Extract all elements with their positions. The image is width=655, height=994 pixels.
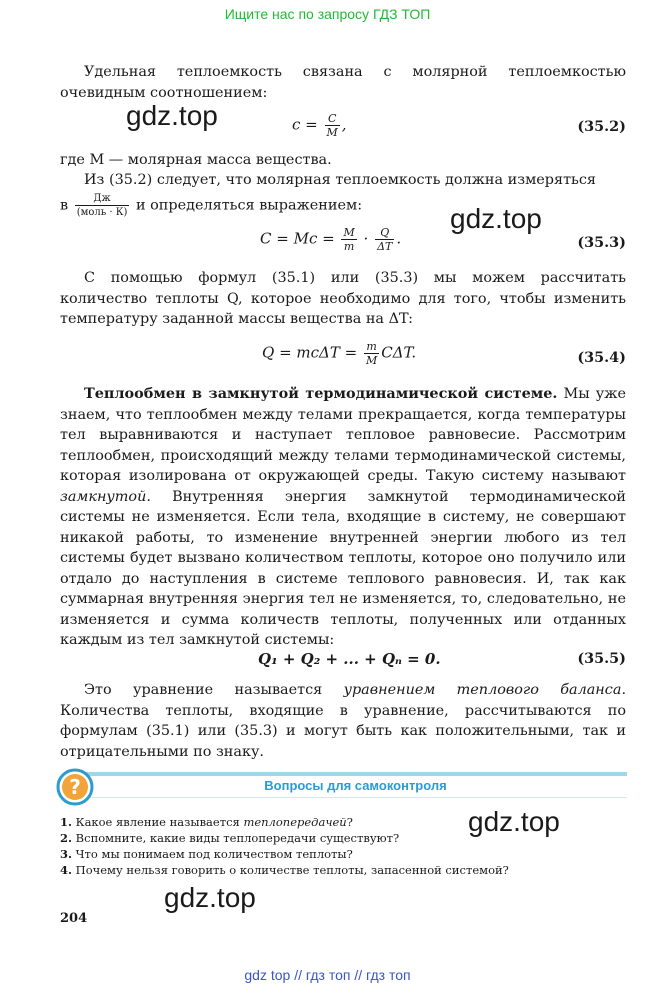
question-3: [60, 846, 626, 862]
question-3-number: 3.: [60, 847, 73, 861]
question-icon: [56, 768, 94, 806]
paragraph-2: где M — молярная масса вещества.: [60, 152, 332, 168]
question-1-italic: теплопередачей: [243, 815, 347, 829]
unit-numerator: Дж: [75, 192, 130, 206]
page-number: 204: [60, 911, 88, 926]
question-3-text: Что мы понимаем под количеством теплоты?: [75, 847, 353, 861]
paragraph-4: С помощью формул (35.1) или (35.3) мы можем рассчитать количество теплоты Q, которое необходимо для того, чтобы изменить температуру заданной массы вещества на ΔT:: [60, 270, 626, 327]
p5-text-1: Мы уже знаем, что теплообмен между телами прекращается, когда температуры тел выравниваются и наступает тепловое равновесие. Рассмотрим теплообмен, происходящий между телами термодинамической системы, которая изолирована от окружающей среды. Такую систему называют: [60, 386, 626, 484]
question-1: [60, 814, 626, 830]
watermark-1: gdz.top: [126, 100, 218, 131]
equation-number-35-5: (35.5): [577, 650, 626, 667]
eq2-fraction-1: [341, 226, 356, 253]
p5-text-2: . Внутренняя энергия замкнутой термодинамической системы не изменяется. Если тела, входящие в систему, не совершают никакой работы, то изменение внутренней энергии любого из тел системы будет вызвано количеством теплоты, которое оно получило или отдало до наступления в системе теплового равновесия. И, так как суммарная внутренняя энергия тел не изменяется, то, следовательно, не изменяется и сумма количеств теплоты, полученных или отданных каждым из тел замкнутой системы:: [60, 488, 626, 648]
eq2-f2-numerator: Q: [375, 226, 394, 240]
eq1-fraction: [325, 112, 340, 139]
questions-divider-thin: [84, 797, 627, 798]
bottom-banner: gdz top // гдз топ // гдз топ: [244, 967, 411, 983]
eq2-lhs: C = Mc =: [260, 229, 335, 248]
eq1-numerator: C: [325, 112, 340, 126]
equation-number-35-3: (35.3): [577, 234, 626, 251]
top-banner: Ищите нас по запросу ГДЗ ТОП: [224, 6, 431, 22]
eq2-tail: .: [396, 229, 402, 248]
equation-number-35-2: (35.2): [577, 118, 626, 135]
p6-italic: уравнением теплового баланса: [343, 682, 622, 698]
equation-35-3: [260, 226, 401, 253]
paragraph-5: [60, 384, 626, 651]
question-1-number: 1.: [60, 815, 73, 829]
eq3-denominator: M: [365, 354, 378, 367]
eq2-f1-denominator: m: [343, 240, 355, 253]
question-1-tail: ?: [346, 815, 353, 829]
question-4-number: 4.: [60, 863, 73, 877]
questions-title: Вопросы для самоконтроля: [264, 778, 447, 793]
eq3-fraction: [364, 340, 379, 367]
questions-divider: [84, 772, 627, 776]
watermark-2: gdz.top: [450, 203, 542, 234]
eq1-tail: ,: [341, 115, 347, 134]
p3-pre: в: [60, 197, 69, 214]
paragraph-6: [60, 680, 626, 762]
eq3-tail: CΔT.: [381, 343, 417, 362]
eq1-lhs: c =: [292, 115, 318, 134]
eq2-f2-denominator: ΔT: [377, 240, 393, 253]
unit-fraction: [75, 192, 130, 219]
section-heading: Теплообмен в замкнутой термодинамической системе.: [84, 385, 558, 402]
eq3-lhs: Q = mcΔT =: [262, 343, 358, 362]
question-2-text: Вспомните, какие виды теплопередачи существуют?: [75, 831, 400, 845]
eq2-fraction-2: [375, 226, 394, 253]
p5-italic: замкнутой: [60, 488, 147, 505]
equation-number-35-4: (35.4): [577, 349, 626, 366]
eq2-f1-numerator: M: [343, 226, 355, 239]
svg-text:?: ?: [69, 775, 81, 799]
p6-text-1: Это уравнение называется: [84, 682, 344, 698]
question-2: [60, 830, 626, 846]
watermark-3: gdz.top: [468, 806, 560, 837]
unit-denominator: (моль · К): [76, 207, 128, 218]
question-4: [60, 862, 626, 878]
equation-35-4: [262, 340, 416, 367]
question-4-text: Почему нельзя говорить о количестве теплоты, запасенной системой?: [75, 863, 509, 877]
eq2-dot: ·: [363, 229, 369, 248]
eq3-numerator: m: [364, 340, 379, 354]
p6-text-2: . Количества теплоты, входящие в уравнение, рассчитываются по формулам (35.1) или (35.3) и могут быть как положительными, так и отрицательными по знаку.: [60, 682, 627, 760]
eq1-denominator: M: [326, 126, 338, 139]
equation-35-5: Q₁ + Q₂ + ... + Qₙ = 0.: [258, 650, 441, 668]
equation-35-2: [292, 112, 347, 139]
question-1-text: Какое явление называется: [75, 815, 244, 829]
question-2-number: 2.: [60, 831, 73, 845]
paragraph-1: Удельная теплоемкость связана с молярной теплоемкостью очевидным соотношением:: [60, 64, 626, 101]
p3-post: и определяться выражением:: [135, 197, 363, 214]
watermark-4: gdz.top: [164, 882, 256, 913]
paragraph-3-line-1: Из (35.2) следует, что молярная теплоемкость должна измеряться: [84, 172, 597, 188]
